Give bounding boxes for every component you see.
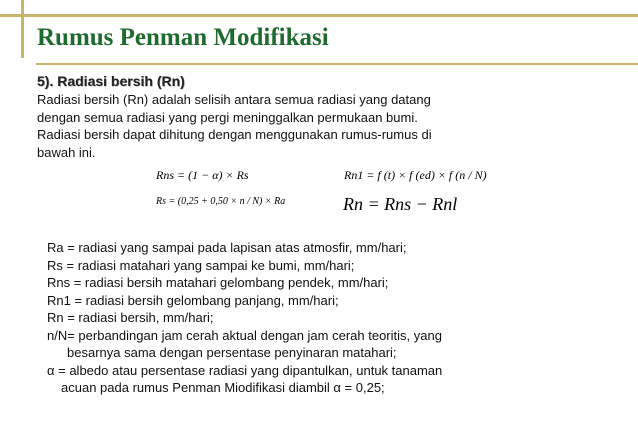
definition-item-continued: acuan pada rumus Penman Miodifikasi diambil α = 0,25; [61, 380, 385, 395]
formula-rns: Rns = (1 − α) × Rs [156, 168, 249, 182]
title-underline-rule [36, 63, 638, 65]
definition-item: α = albedo atau persentase radiasi yang dipantulkan, untuk tanaman [47, 362, 443, 378]
formula-rn: Rn = Rns − Rnl [343, 194, 458, 214]
definition-item: Rns = radiasi bersih matahari gelombang pendek, mm/hari; [47, 275, 389, 290]
formula-rs: Rs = (0,25 + 0,50 × n / N) × Ra [156, 196, 286, 207]
definition-item: Rn1 = radiasi bersih gelombang panjang, mm/hari; [47, 292, 339, 308]
intro-paragraph [37, 91, 507, 161]
definition-item: Rs = radiasi matahari yang sampai ke bumi, mm/hari; [47, 257, 355, 273]
slide-title: Rumus Penman Modifikasi [37, 24, 329, 51]
definition-item: n/N= perbandingan jam cerah aktual dengan jam cerah teoritis, yang [47, 327, 442, 343]
intro-line: Radiasi bersih dapat dihitung dengan menggunakan rumus-rumus di [37, 127, 432, 142]
intro-line: Radiasi bersih (Rn) adalah selisih antara semua radiasi yang datang [37, 92, 431, 107]
intro-line: bawah ini. [37, 144, 96, 160]
definitions-list [47, 239, 607, 397]
definition-item: Ra = radiasi yang sampai pada lapisan atas atmosfir, mm/hari; [47, 240, 407, 255]
section-subheading: 5). Radiasi bersih (Rn) [37, 73, 185, 89]
decorative-vertical-rule [21, 0, 24, 58]
intro-line: dengan semua radiasi yang pergi meninggalkan permukaan bumi. [37, 109, 418, 125]
definition-item: Rn = radiasi bersih, mm/hari; [47, 310, 214, 325]
formula-rn1: Rn1 = f (t) × f (ed) × f (n / N) [344, 168, 487, 182]
decorative-top-rule [0, 14, 638, 17]
definition-item-continued: besarnya sama dengan persentase penyinaran matahari; [67, 345, 397, 360]
